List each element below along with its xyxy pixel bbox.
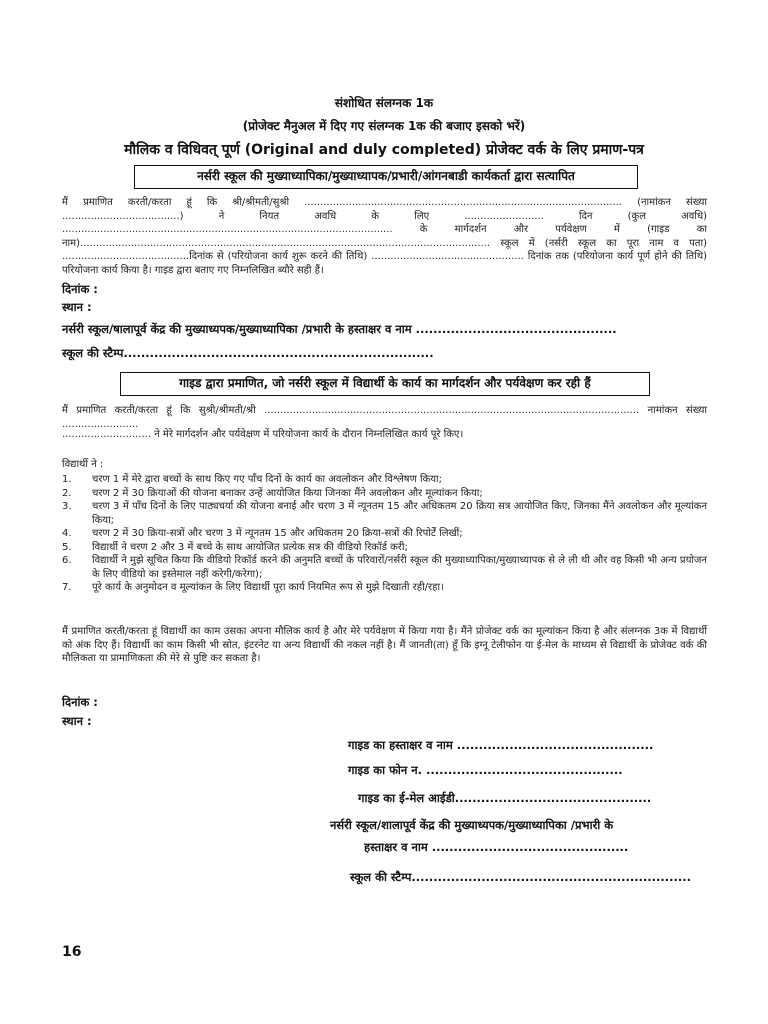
section1-stamp-line: स्कूल की स्टैम्प.......................................................................: [62, 346, 434, 360]
list-item-number: 3.: [62, 501, 72, 512]
list-item-text: पूरे कार्य के अनुमोदन व मूल्यांकन के लिए विद्यार्थी पूरा कार्य नियमित रूप से मुझे दिखाती रही/रहा।: [92, 582, 444, 593]
list-item: [62, 581, 707, 595]
head-signature-line-2: हस्ताक्षर व नाम .............................................: [364, 840, 629, 854]
section1-heading-box: नर्सरी स्कूल की मुख्याध्यापिका/मुख्याध्यापक/प्रभारी/आंगनबाडी कार्यकर्ता द्वारा सत्यापित: [134, 165, 638, 189]
list-item-text: चरण 3 में पाँच दिनों के लिए पाठ्यचर्या की योजना बनाई और चरण 3 में न्यूनतम 15 और अधिकतम 20 क्रिया सत्र आयोजित किए, जिनका मैंने अवलोकन और मूल्यांकन किया;: [92, 501, 707, 526]
list-item: [62, 500, 707, 527]
guide-phone-line: गाइड का फोन न. .............................................: [348, 763, 623, 777]
school-stamp-line: स्कूल की स्टैम्प................................................................: [350, 870, 691, 884]
list-item: [62, 473, 707, 487]
section1-place-label: स्थान :: [62, 300, 92, 314]
section1-signature-line: नर्सरी स्कूल/षालापूर्व केंद्र की मुख्याध्यपक/मुख्याध्यापिका /प्रभारी के हस्ताक्षर व नाम ..............................................: [62, 322, 617, 336]
student-label: विद्यार्थी ने :: [62, 459, 104, 470]
list-item-text: विद्यार्थी ने मुझे सूचित किया कि वीडियो रिकॉर्ड करने की अनुमति बच्चों के परिवारों/नर्सरी स्कूल की मुख्याध्यापिका/मुख्याध्यापक से ले ली थी और वह किसी भी अन्य प्रयोजन के लिए वीडियो का इस्तेमाल नहीं करेगी/करेगा);: [92, 555, 707, 580]
list-item: [62, 487, 707, 501]
list-item-text: चरण 2 में 30 क्रिया-सत्रों और चरण 3 में न्यूनतम 15 और अधिकतम 20 क्रिया-सत्रों की रिपोर्टें लिखीं;: [92, 528, 463, 539]
list-item-text: चरण 2 में 30 क्रियाओं की योजना बनाकर उन्हें आयोजित किया जिनका मैंने अवलोकन और मूल्यांकन किया;: [92, 487, 483, 499]
student-tasks-list: [62, 473, 707, 595]
section2-line2: ............................ ने मेरे मार्गदर्शन और पर्यवेक्षण में परियोजना कार्य के दौरान निम्नलिखित कार्य पूरे किए।: [62, 429, 464, 440]
list-item: [62, 527, 707, 541]
section2-date-label: दिनांक :: [62, 695, 98, 709]
list-item-number: 4.: [62, 528, 72, 539]
guide-signature-line: गाइड का हस्ताक्षर व नाम .............................................: [348, 738, 654, 752]
page-title: संशोधित संलग्नक 1क: [334, 96, 434, 110]
list-item: [62, 541, 707, 555]
list-item-text: विद्यार्थी ने चरण 2 और 3 में बच्चे के साथ आयोजित प्रत्येक सत्र की वीडियो रिकॉर्ड करी;: [92, 541, 408, 553]
list-item-number: 1.: [62, 474, 72, 485]
section2-place-label: स्थान :: [62, 714, 92, 728]
section2-closing-paragraph: मैं प्रमाणित करती/करता हूं विद्यार्थी का काम उसका अपना मौलिक कार्य है और मेरे पर्यवेक्षण में किया गया है। मैंने प्रोजेक्ट वर्क का मूल्यांकन किया है और संलग्नक 3क में विद्यार्थी को अंक दिए हैं। विद्यार्थी का काम किसी भी स्रोत, इंटरनेट या अन्य विद्यार्थी की नकल नहीं है। मैं जानती(ता) हूँ कि इग्नू टेलीफोन या ई-मेल के माध्यम से विद्यार्थी के प्रोजेक्ट वर्क की मौलिकता या प्रामाणिकता की मेरे से पुष्टि कर सकता है।: [62, 626, 707, 664]
section1-paragraph: मैं प्रमाणित करती/करता हूं कि श्री/श्रीमती/सुश्री .................................................................................................... (नामांकन संख्या .....................................) ने नियत अवधि के लिए ......................... दिन (कुल अवधि) ........................................................................................................ के मार्गदर्शन और पर्यवेक्षण में (गाइड का नाम)................................................................................................................................. स्कूल में (नर्सरी स्कूल का पूरा नाम व पता) ........................................दिनांक से (परियोजना कार्य शुरू करने की तिथि) ................................................ दिनांक तक (परियोजना कार्य पूर्ण होने की तिथि) परियोजना कार्य किया है। गाइड द्वारा बताए गए निम्नलिखित ब्यौरे सही हैं।: [62, 197, 707, 276]
list-item-number: 5.: [62, 541, 72, 553]
section1-date-label: दिनांक :: [62, 282, 98, 296]
list-item-text: चरण 1 में मेरे द्वारा बच्चों के साथ किए गए पाँच दिनों के कार्य का अवलोकन और विश्लेषण किया;: [92, 474, 443, 485]
head-signature-line-1: नर्सरी स्कूल/शालापूर्व केंद्र की मुख्याध्यपक/मुख्याध्यापिका /प्रभारी के: [330, 818, 614, 832]
list-item-number: 2.: [62, 487, 72, 499]
list-item-number: 7.: [62, 582, 72, 593]
section2-heading-box: गाइड द्वारा प्रमाणित, जो नर्सरी स्कूल में विद्यार्थी के कार्य का मार्गदर्शन और पर्यवेक्षण कर रही हैं: [120, 372, 650, 396]
certificate-title: मौलिक व विधिवत् पूर्ण (Original and duly completed) प्रोजेक्ट वर्क के लिए प्रमाण-पत्र: [124, 142, 644, 158]
page-number: 16: [62, 944, 82, 960]
list-item: [62, 554, 707, 581]
guide-email-line: गाइड का ई-मेल आईडी.............................................: [358, 791, 652, 805]
list-item-number: 6.: [62, 555, 72, 566]
section2-line1: मैं प्रमाणित करती/करता हूं कि सुश्री/श्रीमती/श्री ...................................................................................................................... नामांकन संख्या ........................: [62, 405, 707, 430]
page-subtitle: (प्रोजेक्ट मैनुअल में दिए गए संलग्नक 1क की बजाए इसको भरें): [242, 119, 526, 133]
